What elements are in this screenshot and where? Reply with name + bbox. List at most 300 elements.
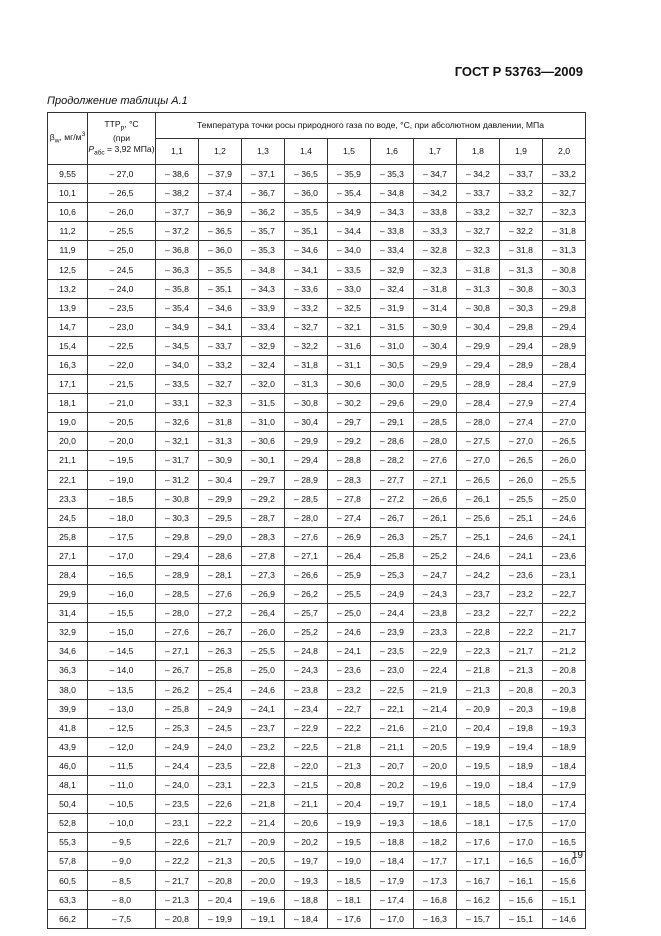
cell-dew-point: – 33,5	[328, 260, 371, 279]
cell-dew-point: – 21,8	[328, 737, 371, 756]
cell-dew-point: – 25,2	[414, 546, 457, 565]
cell-dew-point: – 19,3	[371, 814, 414, 833]
cell-ttr: – 17,5	[88, 527, 156, 546]
cell-water-content: 52,8	[48, 814, 88, 833]
cell-water-content: 28,4	[48, 565, 88, 584]
document-id: ГОСТ Р 53763—2009	[454, 64, 583, 79]
cell-dew-point: – 32,2	[500, 222, 543, 241]
cell-dew-point: – 19,8	[500, 718, 543, 737]
cell-dew-point: – 36,0	[285, 184, 328, 203]
table-row	[48, 585, 586, 604]
cell-dew-point: – 20,9	[457, 699, 500, 718]
cell-dew-point: – 34,5	[156, 336, 199, 355]
cell-dew-point: – 15,6	[500, 890, 543, 909]
cell-dew-point: – 38,6	[156, 165, 199, 184]
header-pressure: 1,5	[328, 139, 371, 165]
cell-dew-point: – 27,2	[371, 489, 414, 508]
cell-dew-point: – 34,0	[156, 355, 199, 374]
cell-dew-point: – 32,5	[328, 298, 371, 317]
cell-dew-point: – 26,3	[199, 642, 242, 661]
cell-dew-point: – 19,8	[543, 699, 586, 718]
cell-water-content: 48,1	[48, 776, 88, 795]
cell-dew-point: – 23,4	[285, 699, 328, 718]
cell-dew-point: – 31,8	[414, 279, 457, 298]
cell-dew-point: – 26,4	[328, 546, 371, 565]
cell-dew-point: – 33,7	[199, 336, 242, 355]
cell-dew-point: – 21,0	[414, 718, 457, 737]
cell-dew-point: – 26,2	[156, 680, 199, 699]
cell-dew-point: – 20,2	[285, 833, 328, 852]
cell-water-content: 63,3	[48, 890, 88, 909]
cell-dew-point: – 34,8	[371, 184, 414, 203]
cell-dew-point: – 29,8	[156, 527, 199, 546]
cell-dew-point: – 33,9	[242, 298, 285, 317]
cell-dew-point: – 19,9	[199, 909, 242, 928]
cell-ttr: – 24,5	[88, 260, 156, 279]
cell-dew-point: – 31,8	[285, 355, 328, 374]
cell-dew-point: – 28,0	[285, 508, 328, 527]
cell-dew-point: – 29,5	[199, 508, 242, 527]
cell-dew-point: – 23,5	[371, 642, 414, 661]
table-row	[48, 814, 586, 833]
cell-ttr: – 26,0	[88, 203, 156, 222]
cell-dew-point: – 34,4	[328, 222, 371, 241]
cell-dew-point: – 26,0	[242, 623, 285, 642]
cell-dew-point: – 31,6	[328, 336, 371, 355]
cell-dew-point: – 31,3	[457, 279, 500, 298]
cell-dew-point: – 28,0	[414, 432, 457, 451]
cell-dew-point: – 28,6	[199, 546, 242, 565]
cell-dew-point: – 29,9	[457, 336, 500, 355]
cell-dew-point: – 19,1	[242, 909, 285, 928]
table-row	[48, 451, 586, 470]
cell-dew-point: – 31,7	[156, 451, 199, 470]
cell-dew-point: – 21,7	[500, 642, 543, 661]
cell-dew-point: – 25,2	[285, 623, 328, 642]
cell-dew-point: – 19,7	[371, 795, 414, 814]
cell-dew-point: – 22,6	[199, 795, 242, 814]
cell-dew-point: – 18,4	[500, 776, 543, 795]
header-pressure: 1,2	[199, 139, 242, 165]
cell-water-content: 20,0	[48, 432, 88, 451]
cell-dew-point: – 33,7	[500, 165, 543, 184]
cell-water-content: 12,5	[48, 260, 88, 279]
header-water-content: $\beta_w$, $мг/м^3$	[48, 113, 88, 165]
cell-dew-point: – 27,9	[543, 375, 586, 394]
cell-dew-point: – 32,4	[371, 279, 414, 298]
table-row	[48, 871, 586, 890]
cell-dew-point: – 23,7	[242, 718, 285, 737]
cell-ttr: – 27,0	[88, 165, 156, 184]
table-row	[48, 642, 586, 661]
cell-dew-point: – 27,9	[500, 394, 543, 413]
cell-dew-point: – 20,4	[457, 718, 500, 737]
cell-dew-point: – 17,9	[371, 871, 414, 890]
cell-dew-point: – 20,0	[414, 756, 457, 775]
cell-dew-point: – 27,0	[500, 432, 543, 451]
cell-dew-point: – 25,7	[414, 527, 457, 546]
cell-dew-point: – 31,8	[199, 413, 242, 432]
cell-dew-point: – 25,5	[500, 489, 543, 508]
cell-dew-point: – 33,2	[199, 355, 242, 374]
cell-dew-point: – 37,9	[199, 165, 242, 184]
cell-water-content: 46,0	[48, 756, 88, 775]
cell-dew-point: – 27,5	[457, 432, 500, 451]
cell-water-content: 38,0	[48, 680, 88, 699]
cell-dew-point: – 20,5	[414, 737, 457, 756]
table-row	[48, 203, 586, 222]
cell-dew-point: – 21,3	[199, 852, 242, 871]
cell-dew-point: – 21,3	[457, 680, 500, 699]
cell-dew-point: – 22,0	[285, 756, 328, 775]
cell-dew-point: – 18,9	[500, 756, 543, 775]
cell-dew-point: – 22,5	[371, 680, 414, 699]
cell-dew-point: – 22,2	[199, 814, 242, 833]
table-row	[48, 432, 586, 451]
cell-dew-point: – 17,3	[414, 871, 457, 890]
cell-dew-point: – 32,7	[285, 317, 328, 336]
cell-water-content: 34,6	[48, 642, 88, 661]
cell-dew-point: – 26,9	[328, 527, 371, 546]
cell-ttr: – 26,5	[88, 184, 156, 203]
cell-dew-point: – 26,5	[457, 470, 500, 489]
cell-dew-point: – 30,4	[285, 413, 328, 432]
cell-dew-point: – 23,3	[414, 623, 457, 642]
cell-dew-point: – 19,6	[242, 890, 285, 909]
cell-dew-point: – 33,2	[543, 165, 586, 184]
cell-water-content: 13,2	[48, 279, 88, 298]
cell-water-content: 24,5	[48, 508, 88, 527]
cell-dew-point: – 26,0	[543, 451, 586, 470]
cell-ttr: – 8,5	[88, 871, 156, 890]
cell-dew-point: – 23,7	[457, 585, 500, 604]
table-row	[48, 756, 586, 775]
cell-dew-point: – 23,2	[242, 737, 285, 756]
cell-dew-point: – 23,6	[328, 661, 371, 680]
cell-dew-point: – 17,0	[500, 833, 543, 852]
cell-dew-point: – 27,1	[414, 470, 457, 489]
cell-dew-point: – 28,0	[156, 604, 199, 623]
header-pressure: 1,6	[371, 139, 414, 165]
cell-dew-point: – 27,6	[199, 585, 242, 604]
cell-dew-point: – 25,1	[457, 527, 500, 546]
cell-dew-point: – 19,5	[457, 756, 500, 775]
cell-dew-point: – 22,7	[543, 585, 586, 604]
table-row	[48, 375, 586, 394]
cell-water-content: 14,7	[48, 317, 88, 336]
cell-water-content: 9,55	[48, 165, 88, 184]
cell-dew-point: – 27,2	[199, 604, 242, 623]
cell-ttr: – 16,0	[88, 585, 156, 604]
table-row	[48, 165, 586, 184]
cell-dew-point: – 35,5	[285, 203, 328, 222]
cell-dew-point: – 22,9	[414, 642, 457, 661]
cell-ttr: – 15,0	[88, 623, 156, 642]
cell-dew-point: – 20,4	[328, 795, 371, 814]
cell-dew-point: – 21,7	[543, 623, 586, 642]
cell-dew-point: – 35,4	[328, 184, 371, 203]
cell-dew-point: – 31,3	[199, 432, 242, 451]
cell-dew-point: – 30,8	[457, 298, 500, 317]
cell-dew-point: – 22,1	[371, 699, 414, 718]
cell-dew-point: – 27,6	[414, 451, 457, 470]
cell-dew-point: – 34,2	[457, 165, 500, 184]
cell-dew-point: – 17,6	[328, 909, 371, 928]
cell-dew-point: – 24,1	[500, 546, 543, 565]
cell-dew-point: – 29,1	[371, 413, 414, 432]
cell-ttr: – 25,0	[88, 241, 156, 260]
cell-dew-point: – 21,3	[500, 661, 543, 680]
cell-ttr: – 16,5	[88, 565, 156, 584]
cell-dew-point: – 29,4	[285, 451, 328, 470]
cell-dew-point: – 20,9	[242, 833, 285, 852]
table-row	[48, 527, 586, 546]
cell-ttr: – 13,0	[88, 699, 156, 718]
cell-dew-point: – 16,7	[457, 871, 500, 890]
cell-dew-point: – 19,1	[414, 795, 457, 814]
header-pressure: 2,0	[543, 139, 586, 165]
cell-dew-point: – 17,6	[457, 833, 500, 852]
cell-dew-point: – 35,1	[285, 222, 328, 241]
cell-dew-point: – 31,3	[543, 241, 586, 260]
cell-dew-point: – 28,8	[328, 451, 371, 470]
cell-ttr: – 19,0	[88, 470, 156, 489]
table-row	[48, 737, 586, 756]
cell-ttr: – 12,5	[88, 718, 156, 737]
cell-dew-point: – 26,5	[543, 432, 586, 451]
cell-dew-point: – 31,0	[242, 413, 285, 432]
cell-dew-point: – 30,2	[328, 394, 371, 413]
dew-point-table	[47, 112, 586, 929]
cell-dew-point: – 23,1	[199, 776, 242, 795]
cell-dew-point: – 32,9	[371, 260, 414, 279]
cell-dew-point: – 21,6	[371, 718, 414, 737]
cell-water-content: 39,9	[48, 699, 88, 718]
page-number: 19	[571, 850, 583, 861]
cell-dew-point: – 33,6	[285, 279, 328, 298]
cell-dew-point: – 23,5	[199, 756, 242, 775]
cell-dew-point: – 23,9	[371, 623, 414, 642]
cell-dew-point: – 25,4	[199, 680, 242, 699]
cell-dew-point: – 25,0	[543, 489, 586, 508]
cell-dew-point: – 20,8	[199, 871, 242, 890]
cell-dew-point: – 16,2	[457, 890, 500, 909]
cell-dew-point: – 26,6	[414, 489, 457, 508]
cell-dew-point: – 28,1	[199, 565, 242, 584]
cell-dew-point: – 18,6	[414, 814, 457, 833]
cell-dew-point: – 23,2	[328, 680, 371, 699]
cell-dew-point: – 26,7	[199, 623, 242, 642]
cell-ttr: – 21,5	[88, 375, 156, 394]
cell-dew-point: – 27,8	[328, 489, 371, 508]
cell-dew-point: – 23,5	[156, 795, 199, 814]
cell-dew-point: – 27,6	[285, 527, 328, 546]
cell-dew-point: – 33,2	[500, 184, 543, 203]
cell-dew-point: – 30,6	[242, 432, 285, 451]
cell-dew-point: – 24,5	[199, 718, 242, 737]
cell-dew-point: – 32,3	[414, 260, 457, 279]
cell-dew-point: – 32,8	[414, 241, 457, 260]
cell-dew-point: – 30,3	[500, 298, 543, 317]
cell-dew-point: – 20,3	[543, 680, 586, 699]
cell-dew-point: – 35,9	[328, 165, 371, 184]
cell-dew-point: – 19,9	[457, 737, 500, 756]
cell-dew-point: – 18,9	[543, 737, 586, 756]
cell-dew-point: – 29,7	[242, 470, 285, 489]
cell-ttr: – 19,5	[88, 451, 156, 470]
cell-dew-point: – 20,8	[543, 661, 586, 680]
cell-dew-point: – 33,0	[328, 279, 371, 298]
cell-dew-point: – 34,2	[414, 184, 457, 203]
cell-dew-point: – 33,3	[414, 222, 457, 241]
cell-dew-point: – 16,3	[414, 909, 457, 928]
table-row	[48, 795, 586, 814]
cell-dew-point: – 27,4	[328, 508, 371, 527]
cell-dew-point: – 25,8	[371, 546, 414, 565]
cell-dew-point: – 26,7	[156, 661, 199, 680]
cell-dew-point: – 33,4	[371, 241, 414, 260]
cell-dew-point: – 36,2	[242, 203, 285, 222]
cell-dew-point: – 31,0	[371, 336, 414, 355]
cell-dew-point: – 37,7	[156, 203, 199, 222]
cell-dew-point: – 22,3	[242, 776, 285, 795]
table-row	[48, 604, 586, 623]
cell-dew-point: – 26,3	[371, 527, 414, 546]
cell-dew-point: – 32,7	[500, 203, 543, 222]
table-row	[48, 718, 586, 737]
table-row	[48, 489, 586, 508]
cell-dew-point: – 16,0	[543, 852, 586, 871]
cell-dew-point: – 20,3	[500, 699, 543, 718]
cell-dew-point: – 35,4	[156, 298, 199, 317]
cell-dew-point: – 32,4	[242, 355, 285, 374]
cell-dew-point: – 28,9	[543, 336, 586, 355]
cell-dew-point: – 19,0	[328, 852, 371, 871]
cell-dew-point: – 28,3	[328, 470, 371, 489]
cell-water-content: 41,8	[48, 718, 88, 737]
cell-dew-point: – 22,9	[285, 718, 328, 737]
cell-water-content: 55,3	[48, 833, 88, 852]
cell-dew-point: – 18,5	[457, 795, 500, 814]
cell-dew-point: – 29,9	[414, 355, 457, 374]
cell-dew-point: – 17,1	[457, 852, 500, 871]
cell-ttr: – 25,5	[88, 222, 156, 241]
header-pressure: 1,8	[457, 139, 500, 165]
cell-water-content: 22,1	[48, 470, 88, 489]
cell-dew-point: – 25,0	[328, 604, 371, 623]
cell-dew-point: – 28,7	[242, 508, 285, 527]
cell-water-content: 19,0	[48, 413, 88, 432]
cell-dew-point: – 24,9	[371, 585, 414, 604]
cell-dew-point: – 30,4	[199, 470, 242, 489]
cell-dew-point: – 28,3	[242, 527, 285, 546]
cell-dew-point: – 20,8	[500, 680, 543, 699]
cell-dew-point: – 21,9	[414, 680, 457, 699]
table-row	[48, 336, 586, 355]
cell-dew-point: – 16,1	[500, 871, 543, 890]
table-row	[48, 546, 586, 565]
cell-dew-point: – 31,1	[328, 355, 371, 374]
cell-dew-point: – 15,1	[500, 909, 543, 928]
cell-ttr: – 23,0	[88, 317, 156, 336]
cell-dew-point: – 34,9	[156, 317, 199, 336]
cell-dew-point: – 24,9	[156, 737, 199, 756]
cell-dew-point: – 31,9	[371, 298, 414, 317]
cell-dew-point: – 17,5	[500, 814, 543, 833]
cell-dew-point: – 30,1	[242, 451, 285, 470]
table-row	[48, 776, 586, 795]
cell-dew-point: – 27,7	[371, 470, 414, 489]
cell-ttr: – 15,5	[88, 604, 156, 623]
cell-dew-point: – 24,0	[156, 776, 199, 795]
table-caption: Продолжение таблицы А.1	[47, 95, 188, 107]
cell-dew-point: – 29,4	[156, 546, 199, 565]
cell-ttr: – 11,0	[88, 776, 156, 795]
cell-dew-point: – 25,0	[242, 661, 285, 680]
cell-dew-point: – 24,0	[199, 737, 242, 756]
cell-water-content: 18,1	[48, 394, 88, 413]
cell-dew-point: – 24,6	[457, 546, 500, 565]
cell-dew-point: – 25,3	[156, 718, 199, 737]
table-row	[48, 680, 586, 699]
cell-dew-point: – 28,0	[457, 413, 500, 432]
table-row	[48, 909, 586, 928]
cell-dew-point: – 27,1	[285, 546, 328, 565]
cell-dew-point: – 27,6	[156, 623, 199, 642]
header-ttr: $ТТР_р$, °С (при $P_{абс} = 3,92$ МПа)	[88, 113, 156, 165]
cell-dew-point: – 27,4	[543, 394, 586, 413]
cell-dew-point: – 27,4	[500, 413, 543, 432]
cell-dew-point: – 25,3	[371, 565, 414, 584]
cell-dew-point: – 24,3	[414, 585, 457, 604]
cell-dew-point: – 29,9	[285, 432, 328, 451]
cell-dew-point: – 33,8	[414, 203, 457, 222]
cell-water-content: 29,9	[48, 585, 88, 604]
cell-dew-point: – 22,2	[156, 852, 199, 871]
cell-dew-point: – 36,5	[199, 222, 242, 241]
cell-dew-point: – 33,2	[285, 298, 328, 317]
cell-dew-point: – 36,3	[156, 260, 199, 279]
cell-dew-point: – 33,8	[371, 222, 414, 241]
cell-dew-point: – 28,4	[500, 375, 543, 394]
table-row	[48, 565, 586, 584]
cell-dew-point: – 34,6	[199, 298, 242, 317]
cell-dew-point: – 20,0	[242, 871, 285, 890]
cell-dew-point: – 36,5	[285, 165, 328, 184]
cell-ttr: – 10,5	[88, 795, 156, 814]
cell-dew-point: – 24,6	[543, 508, 586, 527]
cell-dew-point: – 26,6	[285, 565, 328, 584]
table-row	[48, 222, 586, 241]
cell-water-content: 13,9	[48, 298, 88, 317]
cell-dew-point: – 22,2	[543, 604, 586, 623]
cell-dew-point: – 19,6	[414, 776, 457, 795]
cell-dew-point: – 28,9	[285, 470, 328, 489]
cell-dew-point: – 32,6	[156, 413, 199, 432]
cell-dew-point: – 25,8	[199, 661, 242, 680]
cell-dew-point: – 32,1	[328, 317, 371, 336]
cell-dew-point: – 17,9	[543, 776, 586, 795]
cell-ttr: – 11,5	[88, 756, 156, 775]
cell-dew-point: – 28,9	[457, 375, 500, 394]
cell-dew-point: – 29,9	[199, 489, 242, 508]
cell-dew-point: – 24,4	[156, 756, 199, 775]
table-row	[48, 241, 586, 260]
cell-dew-point: – 20,2	[371, 776, 414, 795]
header-dew-point-group: Температура точки росы природного газа по воде, °С, при абсолютном давлении, МПа	[156, 113, 586, 139]
cell-dew-point: – 32,3	[199, 394, 242, 413]
cell-ttr: – 21,0	[88, 394, 156, 413]
